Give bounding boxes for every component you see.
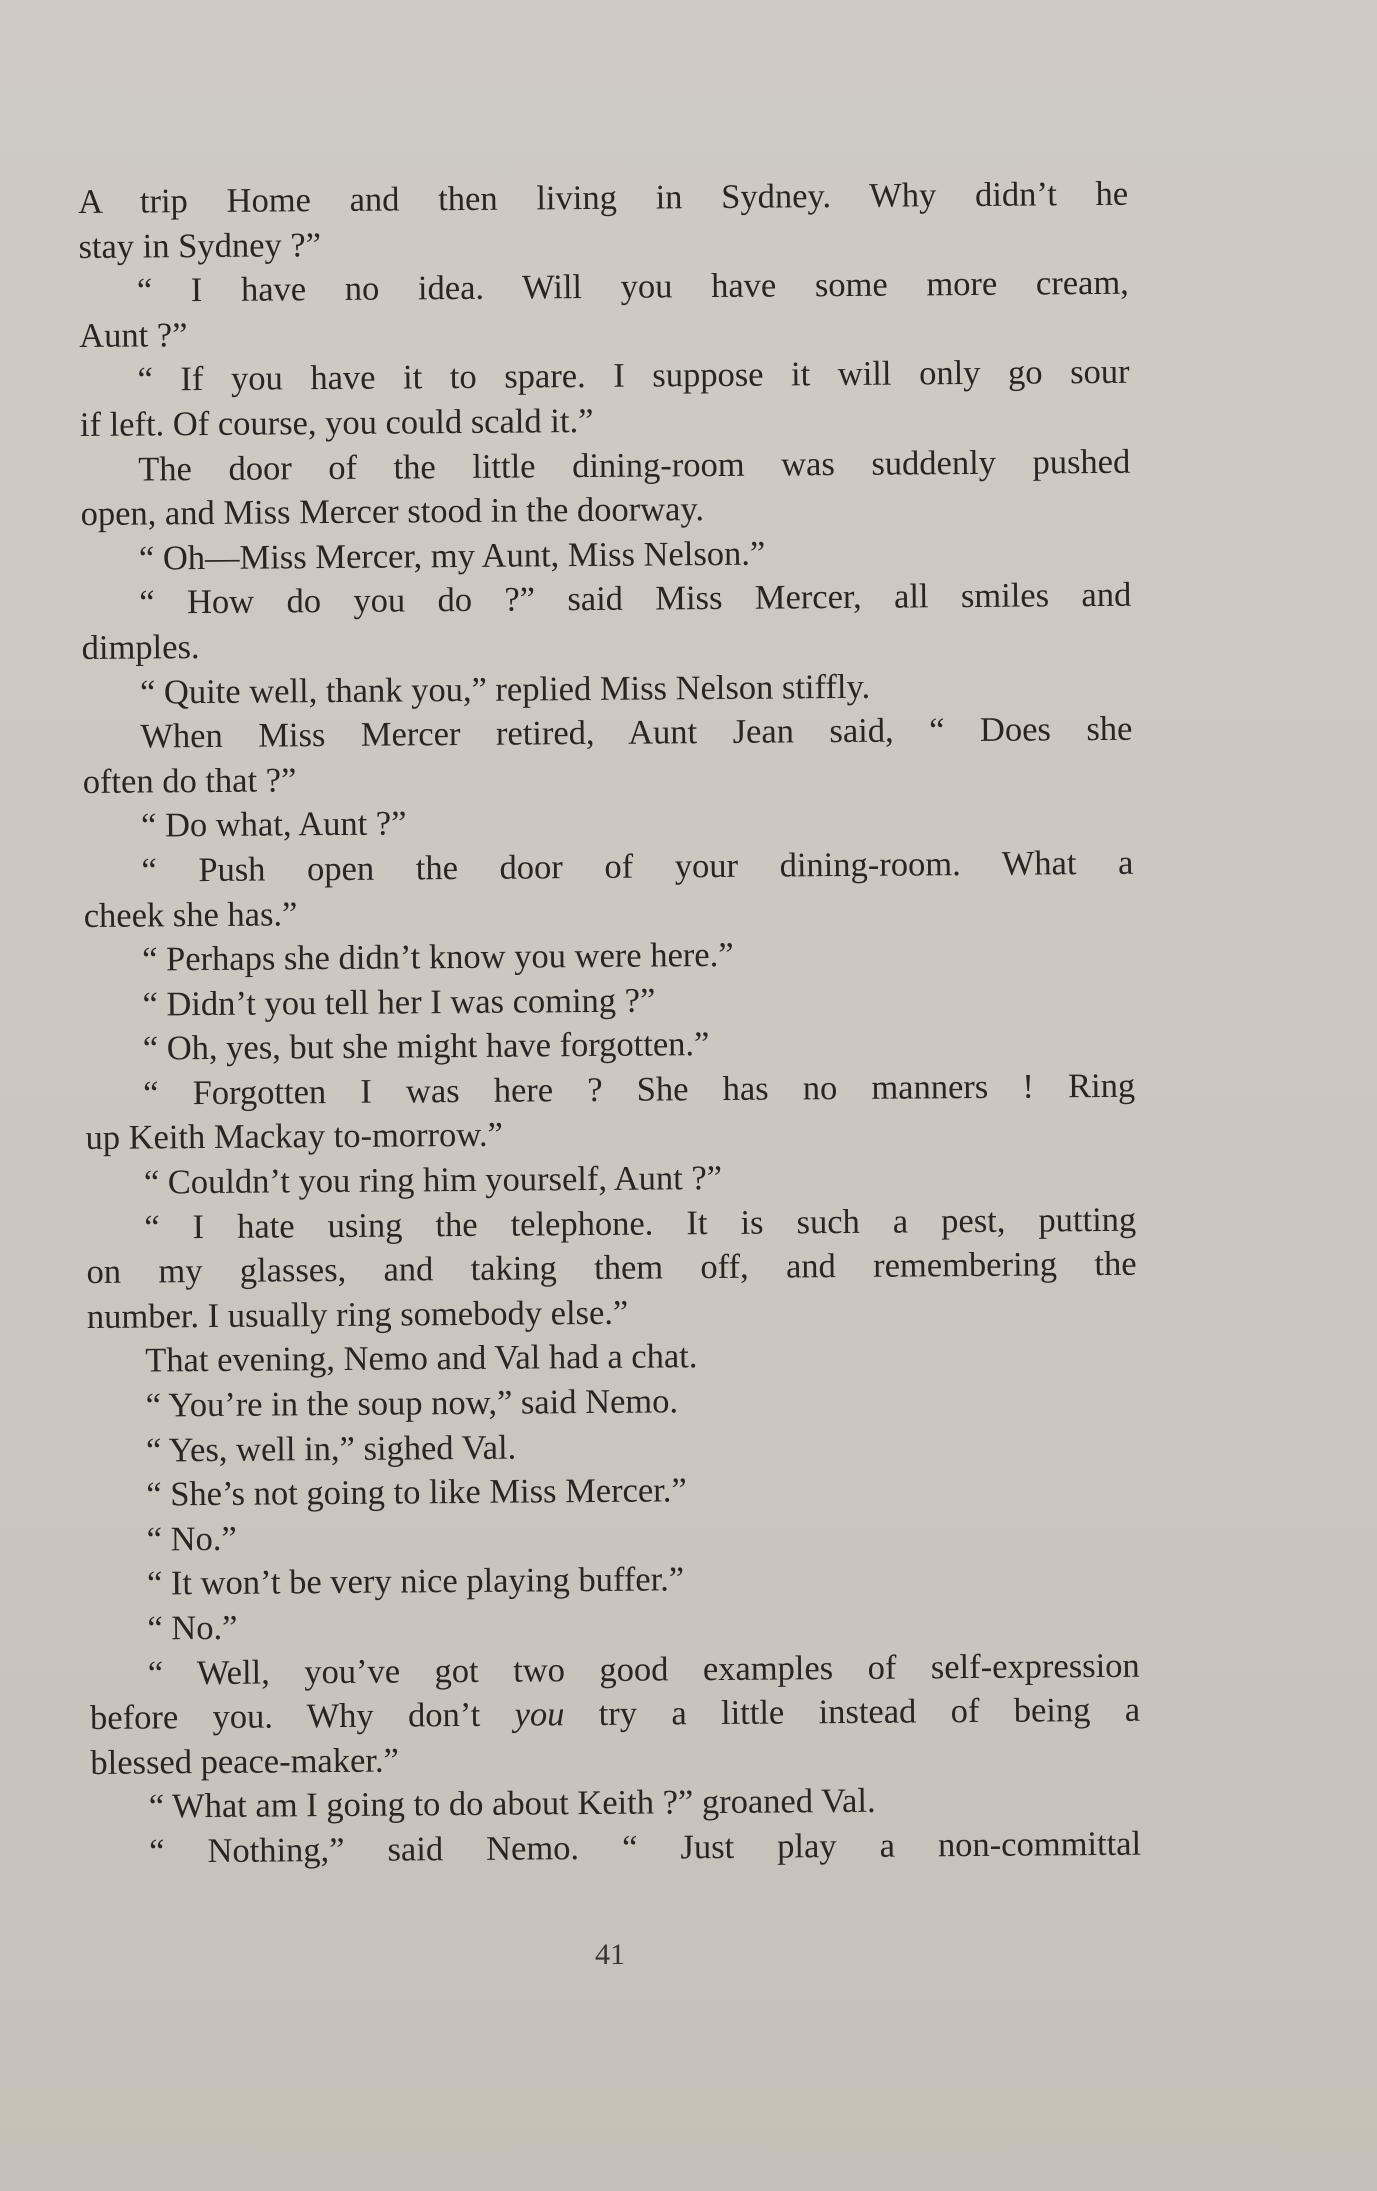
text-line: [90, 1688, 1140, 1741]
text-line: “ No.”: [146, 1519, 237, 1559]
text-line: on my glasses, and taking them off, and remembering the: [86, 1244, 1137, 1292]
text-line: open, and Miss Mercer stood in the doorway.: [80, 490, 705, 534]
text-line: “ Perhaps she didn’t know you were here.”: [141, 935, 734, 979]
text-line: When Miss Mercer retired, Aunt Jean said, “ Does she: [140, 709, 1133, 756]
text-line: Aunt ?”: [79, 315, 188, 355]
text-line: “ Well, you’ve got two good examples of self-expression: [147, 1646, 1140, 1693]
text-line: often do that ?”: [82, 761, 297, 801]
text-line: “ It won’t be very nice playing buffer.”: [146, 1560, 685, 1603]
text-segment: try a little instead of being a: [564, 1690, 1141, 1734]
text-line: “ Couldn’t you ring him yourself, Aunt ?”: [143, 1159, 723, 1202]
text-line: “ I have no idea. Will you have some more cream,: [136, 263, 1129, 310]
body-text: [78, 172, 1141, 1875]
text-line: That evening, Nemo and Val had a chat.: [145, 1337, 698, 1380]
text-line: “ How do you do ?” said Miss Mercer, all smiles and: [139, 576, 1132, 622]
text-line: “ I hate using the telephone. It is such a pest, putting: [144, 1200, 1137, 1247]
text-line: if left. Of course, you could scald it.”: [79, 401, 594, 444]
italic-word: you: [514, 1695, 565, 1734]
text-line: “ What am I going to do about Keith ?” groaned Val.: [148, 1782, 876, 1826]
text-line: “ Yes, well in,” sighed Val.: [145, 1428, 517, 1470]
text-line: “ Quite well, thank you,” replied Miss Nelson stiffly.: [139, 667, 871, 712]
text-line: “ Nothing,” said Nemo. “ Just play a non-committal: [148, 1824, 1142, 1871]
text-line: The door of the little dining-room was suddenly pushed: [138, 442, 1131, 489]
text-line: “ She’s not going to like Miss Mercer.”: [146, 1471, 687, 1514]
text-line: “ If you have it to spare. I suppose it will only go sour: [137, 353, 1130, 399]
text-line: A trip Home and then living in Sydney. Why didn’t he: [78, 174, 1129, 221]
text-line: “ Forgotten I was here ? She has no manners ! Ring: [143, 1066, 1136, 1113]
text-line: “ Oh, yes, but she might have forgotten.”: [142, 1025, 710, 1068]
text-line: cheek she has.”: [83, 894, 298, 935]
text-line: number. I usually ring somebody else.”: [86, 1293, 629, 1336]
text-line: “ Push open the door of your dining-room. What a: [141, 843, 1134, 890]
text-line: stay in Sydney ?”: [78, 225, 322, 266]
text-line: up Keith Mackay to-morrow.”: [85, 1116, 504, 1158]
text-line: “ No.”: [147, 1608, 238, 1648]
text-line: “ You’re in the soup now,” said Nemo.: [145, 1382, 679, 1425]
text-segment: before you. Why don’t: [89, 1695, 515, 1738]
text-line: “ Do what, Aunt ?”: [140, 804, 407, 845]
page-number: 41: [595, 1938, 625, 1971]
text-line: dimples.: [81, 627, 200, 667]
text-line: “ Didn’t you tell her I was coming ?”: [142, 981, 656, 1024]
text-line: blessed peace-maker.”: [90, 1741, 399, 1782]
text-line: “ Oh—Miss Mercer, my Aunt, Miss Nelson.”: [138, 534, 766, 578]
